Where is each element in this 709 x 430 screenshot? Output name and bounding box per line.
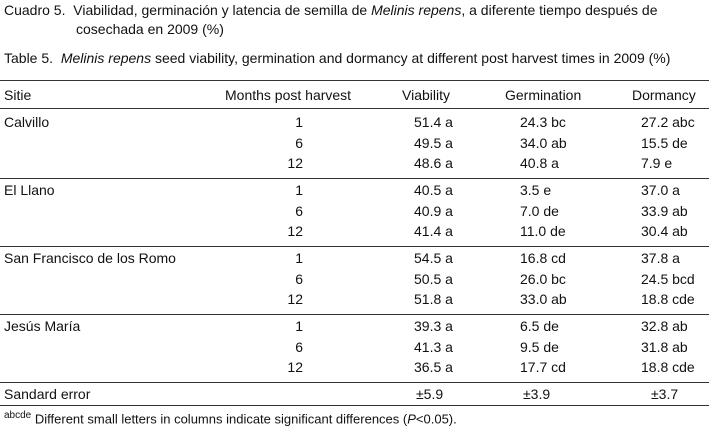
cell-months: 6 — [295, 270, 303, 287]
cell-viability: 54.5 a — [414, 250, 453, 266]
footnote-superscript: abcde — [4, 410, 32, 421]
caption-en-species: Melinis repens — [60, 50, 152, 66]
cell-germination: 40.8 a — [520, 155, 559, 171]
caption-en-label: Table 5. — [4, 50, 54, 66]
cell-viability: 40.5 a — [414, 182, 453, 198]
header-viability: Viability — [402, 87, 450, 103]
cell-viability: 49.5 a — [414, 134, 453, 151]
cell-months: 1 — [295, 114, 303, 130]
cell-dormancy: 37.0 a — [641, 182, 680, 198]
caption-es-species: Melinis repens — [371, 2, 462, 18]
site-name: San Francisco de los Romo — [4, 250, 176, 266]
site-name: El Llano — [4, 182, 55, 198]
footnote-p-symbol: P — [407, 411, 416, 427]
cell-viability: 41.4 a — [414, 223, 453, 239]
cell-germination: 34.0 ab — [520, 134, 567, 151]
group-divider — [0, 178, 709, 179]
cell-months: 12 — [287, 359, 303, 375]
site-name: Calvillo — [4, 114, 50, 130]
cell-viability: 39.3 a — [414, 318, 453, 334]
cell-germination: 17.7 cd — [520, 359, 566, 375]
cell-viability: 41.3 a — [414, 338, 453, 355]
cell-dormancy: 18.8 cde — [641, 359, 695, 375]
header-germination: Germination — [505, 87, 582, 103]
footnote — [4, 410, 457, 426]
cell-dormancy: 7.9 e — [641, 155, 673, 171]
cell-viability: 51.4 a — [414, 114, 453, 130]
footnote-text: Different small letters in columns indicate significant differences ( — [34, 411, 408, 427]
footnote-text-after: <0.05). — [415, 411, 457, 427]
se-germination: ±3.9 — [523, 386, 551, 402]
cell-months: 12 — [287, 291, 303, 307]
cell-dormancy: 37.8 a — [641, 250, 680, 266]
se-dormancy: ±3.7 — [651, 386, 679, 402]
group-divider — [0, 314, 709, 315]
cell-germination: 3.5 e — [520, 182, 552, 198]
se-rule — [0, 382, 709, 383]
site-name: Jesús María — [4, 318, 81, 334]
cell-germination: 11.0 de — [520, 223, 566, 239]
header-dormancy: Dormancy — [632, 87, 696, 103]
cell-viability: 36.5 a — [414, 359, 453, 375]
cell-months: 12 — [287, 155, 303, 171]
cell-dormancy: 30.4 ab — [641, 223, 688, 239]
caption-es-text: Viabilidad, germinación y latencia de semilla de — [73, 2, 368, 18]
cell-dormancy: 33.9 ab — [641, 202, 688, 219]
cell-germination: 16.8 cd — [520, 250, 566, 266]
table-bottom-rule — [0, 405, 709, 406]
caption-en-text: seed viability, germination and dormancy at different post harvest times in 2009 (%) — [154, 50, 671, 66]
cell-germination: 9.5 de — [520, 338, 559, 355]
se-label: Sandard error — [4, 386, 91, 402]
cell-months: 6 — [295, 338, 303, 355]
cell-germination: 33.0 ab — [520, 291, 567, 307]
cell-months: 6 — [295, 134, 303, 151]
cell-months: 6 — [295, 202, 303, 219]
cell-dormancy: 24.5 bcd — [641, 270, 695, 287]
caption-es-line2: cosechada en 2009 (%) — [76, 21, 224, 37]
cell-months: 12 — [287, 223, 303, 239]
cell-dormancy: 31.8 ab — [641, 338, 688, 355]
se-viability: ±5.9 — [416, 386, 444, 402]
cell-dormancy: 18.8 cde — [641, 291, 695, 307]
cell-months: 1 — [295, 318, 303, 334]
cell-viability: 40.9 a — [414, 202, 453, 219]
cell-germination: 24.3 bc — [520, 114, 566, 130]
cell-dormancy: 15.5 de — [641, 134, 688, 151]
cell-germination: 6.5 de — [520, 318, 559, 334]
caption-es-text-after: , a diferente tiempo después de — [461, 2, 658, 18]
caption-en — [4, 50, 670, 66]
group-divider — [0, 246, 709, 247]
header-site: Sitie — [4, 87, 32, 103]
cell-months: 1 — [295, 182, 303, 198]
table-top-rule — [0, 80, 709, 81]
cell-dormancy: 32.8 ab — [641, 318, 688, 334]
cell-months: 1 — [295, 250, 303, 266]
cell-germination: 7.0 de — [520, 202, 559, 219]
header-months: Months post harvest — [225, 87, 352, 103]
cell-germination: 26.0 bc — [520, 270, 566, 287]
caption-es-label: Cuadro 5. — [4, 2, 66, 18]
caption-es-line1 — [4, 2, 657, 18]
cell-viability: 50.5 a — [414, 270, 453, 287]
header-rule — [0, 108, 709, 109]
cell-viability: 48.6 a — [414, 155, 453, 171]
cell-viability: 51.8 a — [414, 291, 453, 307]
cell-dormancy: 27.2 abc — [641, 114, 695, 130]
